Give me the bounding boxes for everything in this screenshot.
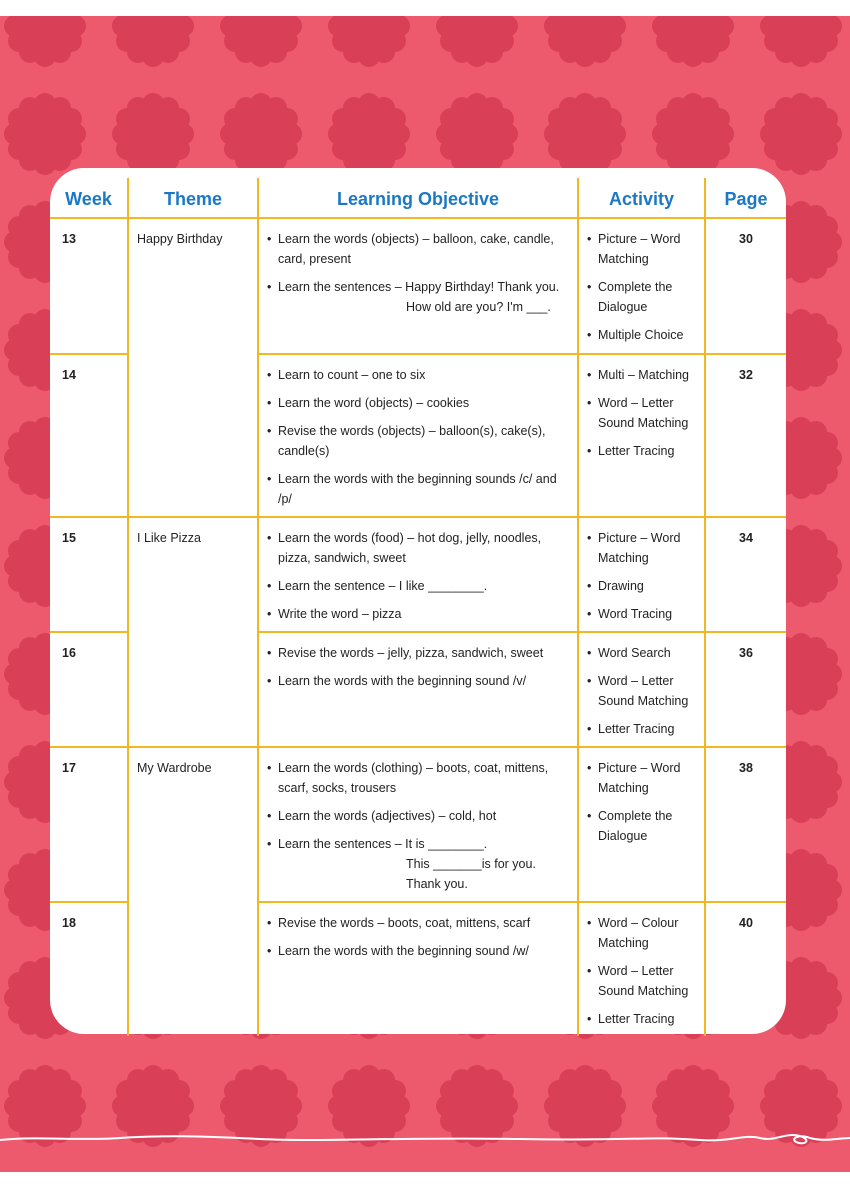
activity-cell	[578, 747, 705, 902]
activity-item: • Complete the Dialogue	[587, 806, 696, 846]
objective-item: • Learn the words with the beginning sound /v/	[267, 671, 569, 691]
objective-item: • Learn the sentence – I like ________.	[267, 576, 569, 596]
objective-cell	[258, 747, 578, 902]
wavy-line-decoration	[0, 1126, 850, 1152]
objective-continuation: How old are you? I'm ___.	[406, 300, 551, 314]
objective-cell	[258, 517, 578, 632]
schedule-table	[50, 178, 786, 1036]
objective-item	[267, 834, 569, 894]
theme-cell: I Like Pizza	[128, 517, 258, 632]
activity-cell	[578, 902, 705, 1036]
theme-cell: My Wardrobe	[128, 747, 258, 902]
activity-cell	[578, 354, 705, 517]
objective-item: • Revise the words – jelly, pizza, sandwich, sweet	[267, 643, 569, 663]
activity-item: • Word – Colour Matching	[587, 913, 696, 953]
table-row	[50, 517, 786, 632]
objective-item: • Learn the words (adjectives) – cold, hot	[267, 806, 569, 826]
activity-item: • Complete the Dialogue	[587, 277, 696, 317]
header-objective: Learning Objective	[258, 178, 578, 218]
week-cell: 13	[50, 218, 128, 354]
page-cell: 40	[705, 902, 786, 1036]
week-cell: 18	[62, 916, 76, 930]
objective-item: • Learn the words (food) – hot dog, jelly, noodles, pizza, sandwich, sweet	[267, 528, 569, 568]
objective-item: • Learn to count – one to six	[267, 365, 569, 385]
objective-item: • Revise the words – boots, coat, mittens, scarf	[267, 913, 569, 933]
objective-item: • Learn the words (objects) – balloon, cake, candle, card, present	[267, 229, 569, 269]
objective-continuation: This _______is for you.	[406, 857, 536, 871]
activity-item: • Letter Tracing	[587, 719, 696, 739]
schedule-card	[50, 168, 786, 1034]
table-row	[50, 632, 786, 747]
objective-text: Learn the sentences – It is ________.	[278, 837, 488, 851]
activity-item: • Drawing	[587, 576, 696, 596]
header-activity: Activity	[578, 178, 705, 218]
header-row	[50, 178, 786, 218]
table-row	[50, 902, 786, 1036]
activity-item: • Word – Letter Sound Matching	[587, 393, 696, 433]
activity-item: • Letter Tracing	[587, 1009, 696, 1029]
header-page: Page	[705, 178, 786, 218]
activity-item: • Picture – Word Matching	[587, 758, 696, 798]
activity-item: • Word – Letter Sound Matching	[587, 961, 696, 1001]
objective-text: Learn the sentences – Happy Birthday! Thank you.	[278, 280, 560, 294]
activity-item: • Word – Letter Sound Matching	[587, 671, 696, 711]
theme-cell	[128, 632, 258, 747]
page-cell: 38	[705, 747, 786, 902]
activity-item: • Picture – Word Matching	[587, 528, 696, 568]
header-theme: Theme	[128, 178, 258, 218]
week-cell: 15	[50, 517, 128, 632]
activity-item: • Word Tracing	[587, 604, 696, 624]
activity-item: • Letter Tracing	[587, 441, 696, 461]
objective-cell	[258, 902, 578, 1036]
objective-cell	[258, 354, 578, 517]
activity-item: • Picture – Word Matching	[587, 229, 696, 269]
objective-item: • Learn the words (clothing) – boots, coat, mittens, scarf, socks, trousers	[267, 758, 569, 798]
objective-item: • Write the word – pizza	[267, 604, 569, 624]
theme-cell	[128, 354, 258, 517]
table-row	[50, 747, 786, 902]
objective-item: • Learn the words with the beginning sound /w/	[267, 941, 569, 961]
activity-cell	[578, 517, 705, 632]
activity-cell	[578, 218, 705, 354]
objective-continuation: Thank you.	[406, 877, 468, 891]
table-row	[50, 218, 786, 354]
objective-item: • Learn the word (objects) – cookies	[267, 393, 569, 413]
table-row	[50, 354, 786, 517]
header-week: Week	[50, 178, 128, 218]
objective-item: • Learn the words with the beginning sounds /c/ and /p/	[267, 469, 569, 509]
objective-item: • Revise the words (objects) – balloon(s), cake(s), candle(s)	[267, 421, 569, 461]
week-cell: 16	[50, 632, 128, 747]
theme-cell: Happy Birthday	[128, 218, 258, 354]
week-cell: 17	[50, 747, 128, 902]
page-cell: 36	[705, 632, 786, 747]
page-cell: 32	[705, 354, 786, 517]
activity-item: • Multiple Choice	[587, 325, 696, 345]
activity-item: • Multi – Matching	[587, 365, 696, 385]
page-cell: 30	[705, 218, 786, 354]
week-cell: 14	[50, 354, 128, 517]
activity-item: • Word Search	[587, 643, 696, 663]
objective-cell	[258, 632, 578, 747]
objective-cell	[258, 218, 578, 354]
theme-cell	[128, 902, 258, 1036]
page-cell: 34	[705, 517, 786, 632]
activity-cell	[578, 632, 705, 747]
objective-item	[267, 277, 569, 317]
